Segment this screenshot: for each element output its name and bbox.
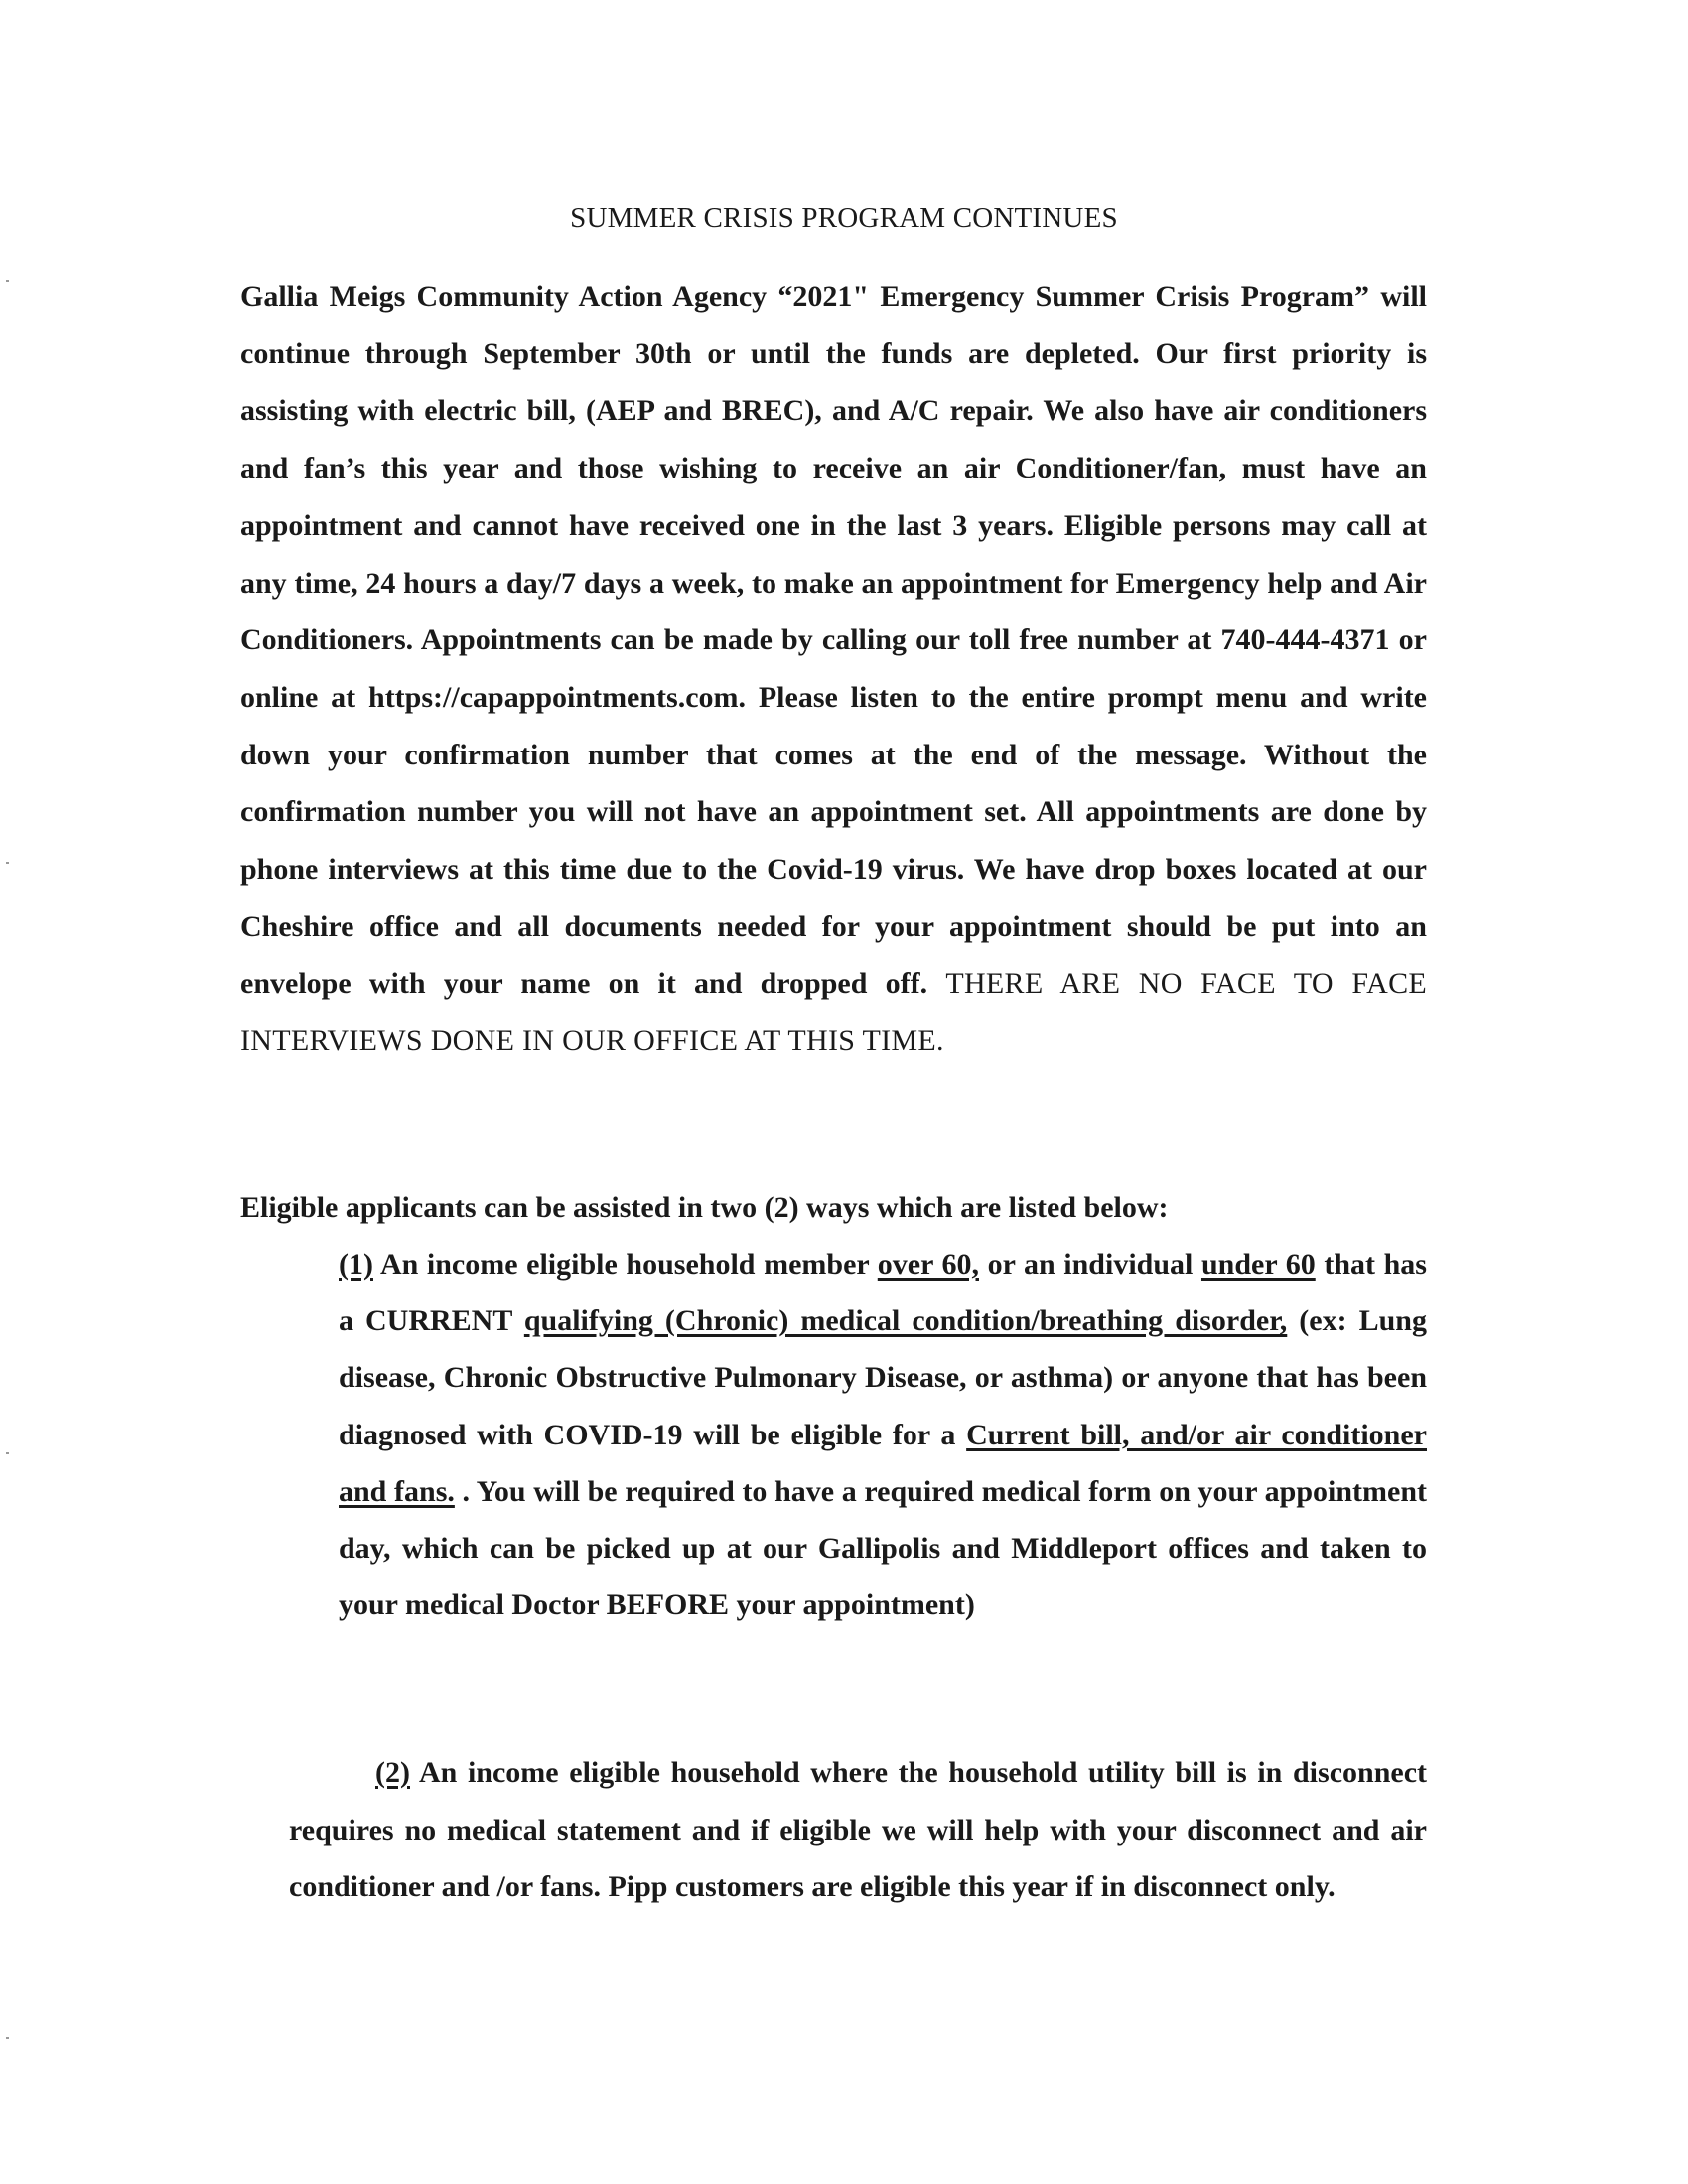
eligibility-item-1 <box>339 1236 1427 1633</box>
scan-margin-mark <box>6 862 9 864</box>
item-1-under-60: under 60 <box>1200 1248 1316 1281</box>
item-1-condition: qualifying (Chronic) medical condition/breathing disorder, <box>523 1304 1288 1338</box>
main-paragraph-text: Gallia Meigs Community Action Agency “2021" Emergency Summer Crisis Program” will continue through September 30th or until the funds are depleted. Our first priority is assisting with electric bill, (AEP and BREC), and A/C repair. We also have air conditioners and fan’s this year and those wishing to receive an air Conditioner/fan, must have an appointment and cannot have received one in the last 3 years. Eligible persons may call at any time, 24 hours a day/7 days a week, to make an appointment for Emergency help and Air Conditioners. Appointments can be made by calling our toll free number at 740-444-4371 or online at https://capappointments.com. Please listen to the entire prompt menu and write down your confirmation number that comes at the end of the message. Without the confirmation number you will not have an appointment set. All appointments are done by phone interviews at this time due to the Covid-19 virus. We have drop boxes located at our Cheshire office and all documents needed for your appointment should be put into an envelope with your name on it and dropped off. <box>240 280 1427 1001</box>
scan-margin-mark <box>6 2037 9 2039</box>
scan-margin-mark <box>6 1452 9 1454</box>
eligibility-item-2 <box>289 1744 1427 1916</box>
item-1-text-e: . You will be required to have a required medical form on your appointment day, which can be picked up at our Gallipolis and Middleport offices and taken to your medical Doctor BEFORE your appointment) <box>339 1474 1427 1622</box>
main-paragraph <box>240 268 1427 1070</box>
scan-margin-mark <box>6 280 9 282</box>
eligibility-intro: Eligible applicants can be assisted in two (2) ways which are listed below: <box>240 1191 1169 1224</box>
item-2-text: An income eligible household where the household utility bill is in disconnect requires no medical statement and if eligible we will help with your disconnect and air conditioner and /or fans. Pipp customers are eligible this year if in disconnect only. <box>289 1756 1427 1903</box>
item-1-text-b: or an individual <box>978 1248 1201 1281</box>
item-1-over-60: over 60, <box>877 1248 979 1281</box>
item-1-benefit: Current bill, and/or air conditioner and fans. <box>339 1418 1427 1508</box>
item-1-text-c: that has a CURRENT <box>339 1248 1427 1338</box>
main-paragraph-notice: THERE ARE NO FACE TO FACE INTERVIEWS DONE IN OUR OFFICE AT THIS TIME. <box>240 967 1428 1058</box>
item-2-number: (2) <box>375 1756 410 1789</box>
item-1-text-d: (ex: Lung disease, Chronic Obstructive Pulmonary Disease, or asthma) or anyone that has been diagnosed with COVID-19 will be eligible for a <box>339 1304 1427 1451</box>
item-1-number: (1) <box>339 1248 373 1281</box>
page-title: SUMMER CRISIS PROGRAM CONTINUES <box>570 203 1118 234</box>
item-1-text-a: An income eligible household member <box>372 1248 878 1281</box>
